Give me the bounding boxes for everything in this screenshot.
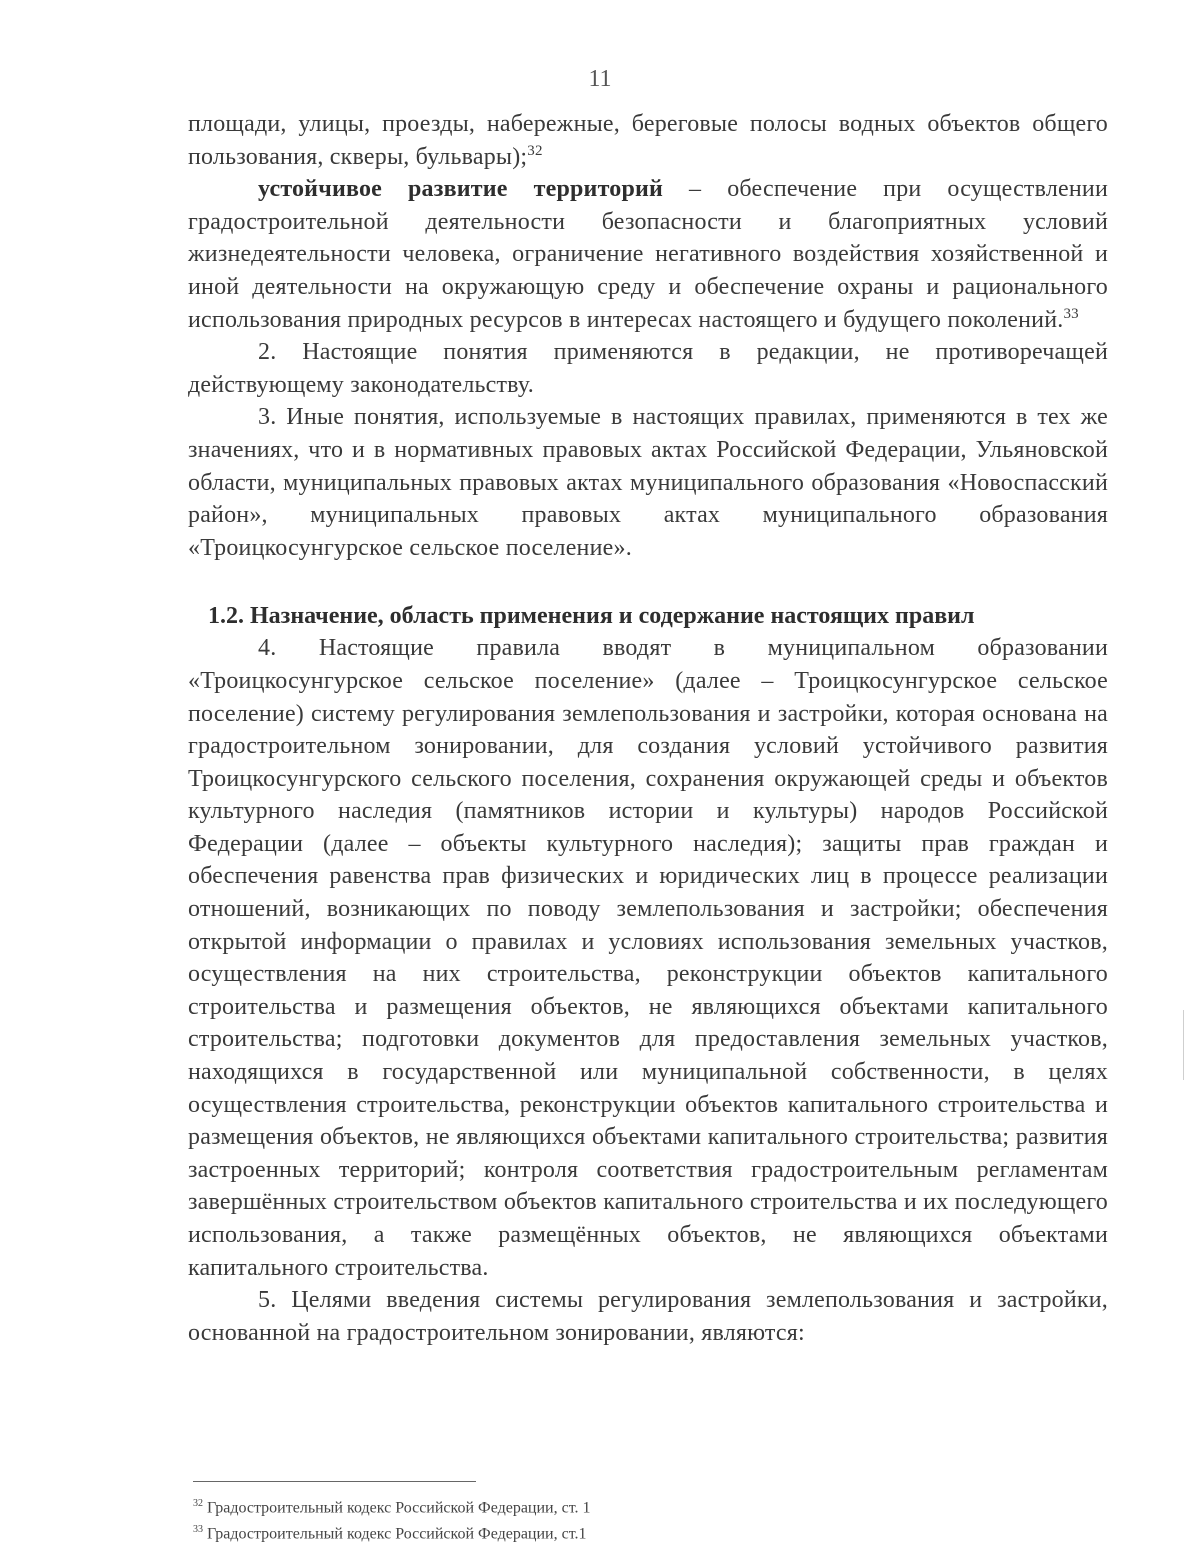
paragraph-text: площади, улицы, проезды, набережные, береговые полосы водных объектов общего пользования, скверы, бульвары); — [188, 111, 1108, 170]
footnote-text: Градостроительный кодекс Российской Федерации, ст.1 — [207, 1525, 587, 1543]
scan-edge-mark — [1183, 1010, 1184, 1080]
page-number: 11 — [588, 66, 612, 92]
footnote-mark: 32 — [193, 1498, 203, 1509]
paragraph-continuation — [188, 108, 1108, 173]
footnote-ref: 33 — [1063, 305, 1079, 322]
clause-4: 4. Настоящие правила вводят в муниципальном образовании «Троицкосунгурское сельское поселение» (далее – Троицкосунгурское сельское поселение) систему регулирования землепользования и застройки, которая основана на градостроительном зонировании, для создания условий устойчивого развития Троицкосунгурского сельского поселения, сохранения окружающей среды и объектов культурного наследия (памятников истории и культуры) народов Российской Федерации (далее – объекты культурного наследия); защиты прав граждан и обеспечения равенства прав физических и юридических лиц в процессе реализации отношений, возникающих по поводу землепользования и застройки; обеспечения открытой информации о правилах и условиях использования земельных участков, осуществления на них строительства, реконструкции объектов капитального строительства и размещения объектов, не являющихся объектами капитального строительства; подготовки документов для предоставления земельных участков, находящихся в государственной или муниципальной собственности, в целях осуществления строительства, реконструкции объектов капитального строительства и размещения объектов, не являющихся объектами капитального строительства; развития застроенных территорий; контроля соответствия градостроительным регламентам завершённых строительством объектов капитального строительства и их последующего использования, а также размещённых объектов, не являющихся объектами капитального строительства. — [188, 635, 1108, 1281]
footnote-ref: 32 — [527, 142, 543, 159]
defined-term: устойчивое развитие территорий — [258, 176, 664, 203]
footnote-item — [193, 1519, 893, 1545]
clause-5: 5. Целями введения системы регулирования землепользования и застройки, основанной на градостроительном зонировании, являются: — [188, 1287, 1108, 1346]
footnote-text: Градостроительный кодекс Российской Федерации, ст. 1 — [207, 1499, 591, 1517]
clause-3: 3. Иные понятия, используемые в настоящих правилах, применяются в тех же значениях, что и в нормативных правовых актах Российской Федерации, Ульяновской области, муниципальных правовых актах муниципального образования «Новоспасский район», муниципальных правовых актах муниципального образования «Троицкосунгурское сельское поселение». — [188, 404, 1108, 561]
definition-text: – обеспечение при осуществлении градостроительной деятельности безопасности и благоприятных условий жизнедеятельности человека, ограничение негативного воздействия хозяйственной и иной деятельности на окружающую среду и обеспечение охраны и рационального использования природных ресурсов в интересах настоящего и будущего поколений. — [188, 176, 1108, 333]
footnote-item — [193, 1493, 893, 1519]
footnote-divider — [193, 1481, 476, 1482]
footnotes — [193, 1493, 893, 1546]
definition-paragraph — [188, 173, 1108, 336]
document-body — [188, 108, 1108, 1349]
section-heading: 1.2. Назначение, область применения и содержание настоящих правил — [208, 603, 975, 630]
footnote-mark: 33 — [193, 1524, 203, 1536]
clause-2: 2. Настоящие понятия применяются в редакции, не противоречащей действующему законодательству. — [188, 339, 1108, 398]
